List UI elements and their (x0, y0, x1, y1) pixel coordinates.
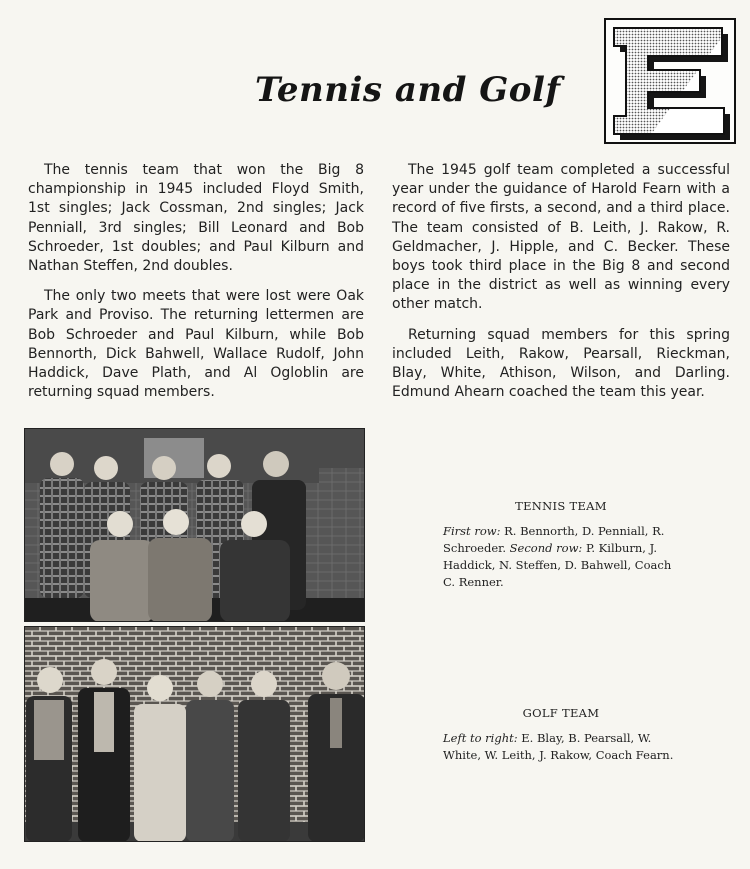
tennis-team-photo (24, 428, 365, 622)
second-row-label: Second row: (509, 541, 583, 555)
second-row-names: P. Kilburn, J. Haddick, N. Steffen, D. Bahwell, Coach C. Renner. (443, 541, 672, 589)
golf-team-names: E. Blay, B. Pearsall, W. White, W. Leith, J. Rakow, Coach Fearn. (443, 731, 674, 762)
golf-paragraph-1: The 1945 golf team completed a successful year under the guidance of Harold Fearn with a record of five firsts, a second, and a third place. The team consisted of B. Leith, J. Rakow, R. Geldmacher, J. Hipple, and C. Becker. These boys took third place in the Big 8 and second place in the district as well as winning every other match. (392, 162, 730, 313)
first-row-label: First row: (443, 524, 501, 538)
letter-e-emblem (604, 18, 736, 144)
tennis-paragraph-2: The only two meets that were lost were Oak Park and Proviso. The returning lettermen are Bob Schroeder and Paul Kilburn, while Bob Bennorth, Dick Bahwell, Wallace Rudolf, John Haddick, Dave Plath, and Al Ogloblin are returning squad members. (28, 288, 364, 401)
golf-caption-body (443, 730, 679, 764)
tennis-article (28, 161, 364, 413)
golf-caption-heading: GOLF TEAM (522, 706, 600, 720)
page-title: Tennis and Golf (255, 70, 561, 110)
golf-caption (443, 705, 679, 764)
tennis-caption (443, 498, 679, 591)
golf-paragraph-2: Returning squad members for this spring included Leith, Rakow, Pearsall, Rieckman, Blay, White, Athison, Wilson, and Darling. Edmund Ahearn coached the team this year. (392, 326, 730, 401)
tennis-caption-heading: TENNIS TEAM (515, 499, 607, 513)
golf-team-photo (24, 626, 365, 842)
first-row-names: R. Bennorth, D. Penniall, R. Schroeder. (443, 524, 665, 555)
left-to-right-label: Left to right: (443, 731, 518, 745)
golf-article (392, 161, 730, 413)
tennis-caption-body (443, 523, 679, 591)
tennis-paragraph-1: The tennis team that won the Big 8 championship in 1945 included Floyd Smith, 1st singles; Jack Cossman, 2nd singles; Jack Penniall, 3rd singles; Bill Leonard and Bob Schroeder, 1st doubles; and Paul Kilburn and Nathan Steffen, 2nd doubles. (28, 162, 364, 275)
